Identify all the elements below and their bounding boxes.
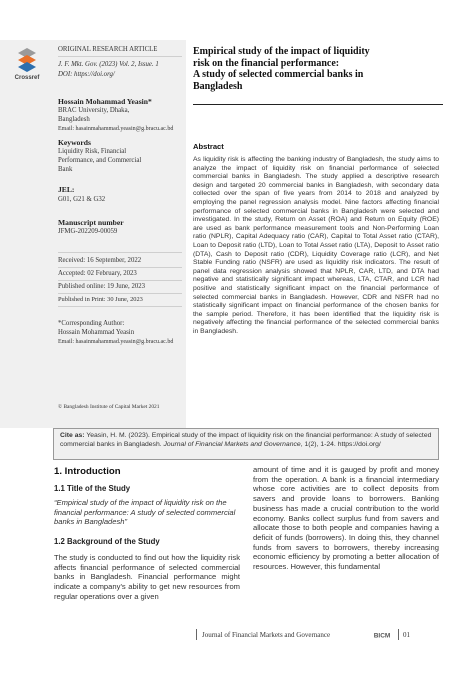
keywords-line: Performance, and Commercial xyxy=(58,157,142,164)
article-type: ORIGINAL RESEARCH ARTICLE xyxy=(58,46,158,53)
author-name: Hossain Mohammad Yeasin* xyxy=(58,97,152,106)
section-heading-introduction: 1. Introduction xyxy=(54,466,121,477)
published-print-date: Published in Print: 30 June, 2023 xyxy=(58,296,143,303)
citation-box xyxy=(53,428,439,460)
bicm-logo-icon xyxy=(369,630,395,640)
abstract-text: As liquidity risk is affecting the banking industry of Bangladesh, the study aims to analyze the impact of liquidity risk on financial performance of selected commercial banks in Bangladesh. The study applied a descriptive research design and targeted 20 commercial banks in Bangladesh, with secondary data collected over the span of five years from 2014 to 2018 and analyzed by employing the panel regression analysis model. Nine factors affecting financial performance of selected commercial banks in Bangladesh were selected and investigated. In the study, Return on Asset (ROA) and Return on Equity (ROE) are used as bank performance measurement tools and Non-Performing Loan ratio (NPLR), Capital Adequacy ratio (CAR), Capital to Total Asset ratio (CTAR), Loan to Deposit ratio (LTD), Loan to Total Asset ratio (LTA), Deposit to Asset ratio (DTA), Cash to Deposit ratio (CDR), Liquidity Coverage ratio (LCR), and Net Stable Funding ratio (NSFR) are used as liquidity risk indicators. The result of panel data regression analysis showed that NPLR, CAR, LTD, and DTA had negative and statistically significant impact whereas, LTA, CTAR, and LCR had positive and statistically significant impact on the financial performance of selected commercial banks in Bangladesh. However, CDR and NSFR had no statistically significant impact on financial performance of the chosen banks for the sample period. Therefore, it has been identified that the liquidity risk is negatively affecting the financial performance of the selected commercial banks in Bangladesh. xyxy=(193,156,439,335)
subsection-heading: 1.2 Background of the Study xyxy=(54,537,160,546)
page-number: 01 xyxy=(403,631,410,639)
body-paragraph-left: The study is conducted to find out how the liquidity risk affects financial performance of selected commercial banks in Bangladesh. Financial performance might indicate a company’s ability to get new resources from regular operations over a given xyxy=(54,553,240,601)
citation-tail[interactable]: , 1(2), 1-24. https://doi.org/ xyxy=(300,441,381,448)
author-email[interactable]: Email: hasainmahammad.yeasin@g.bracu.ac.bd xyxy=(58,126,174,132)
title-line: Empirical study of the impact of liquidity xyxy=(193,46,370,57)
keywords-line: Liquidity Risk, Financial xyxy=(58,148,127,155)
title-line: A study of selected commercial banks in xyxy=(193,69,364,80)
footer-divider xyxy=(398,629,399,640)
accepted-date: Accepted: 02 February, 2023 xyxy=(58,270,137,277)
title-line: Bangladesh xyxy=(193,80,243,92)
divider xyxy=(58,267,182,268)
journal-reference: J. F. Mkt. Gov. (2023) Vol. 2, Issue. 1 xyxy=(58,61,159,68)
body-paragraph-right: amount of time and it is gauged by profit and money from the operation. A bank is a financial intermediary whose core activities are to collect deposits from savers and provide loans to borrowers. Banking business has made a crucial contribution to the world economy. Banks collect surplus fund from savers and allocate those to both people and companies having a deficit of funds (borrowers). In doing this, they channel funds from savers to borrowers, thereby increasing economic efficiency by promoting a better allocation of resources. However, this fundamental xyxy=(253,465,439,572)
affiliation-line: BRAC University, Dhaka, xyxy=(58,107,130,114)
citation-journal: Journal of Financial Markets and Governance xyxy=(163,441,301,448)
article-title xyxy=(193,46,433,92)
keywords-line: Bank xyxy=(58,166,73,173)
published-online-date: Published online: 19 June, 2023 xyxy=(58,283,146,290)
divider xyxy=(58,293,182,294)
citation-text: Yeasin, H. M. (2023). Empirical study of the impact of liquidity risk on the financial performance: A study of selected commercial banks in Bangladesh. xyxy=(60,432,432,448)
study-title-quote: “Empirical study of the impact of liquidity risk on the financial performance: A study of selected commercial banks in Bangladesh” xyxy=(54,498,236,527)
divider xyxy=(58,252,182,253)
citation-label: Cite as: xyxy=(60,432,85,439)
bicm-logo-text: BICM xyxy=(373,632,391,640)
doi-link[interactable]: DOI: https://doi.org/ xyxy=(58,71,115,78)
divider xyxy=(58,306,182,307)
crossref-label: Crossref xyxy=(14,75,40,81)
corresponding-email[interactable]: Email: hasainmahammad.yeasin@g.bracu.ac.bd xyxy=(58,339,174,345)
keywords-heading: Keywords xyxy=(58,138,91,147)
jel-heading: JEL: xyxy=(58,185,75,194)
manuscript-number: JFMG-202209-00059 xyxy=(58,228,118,235)
manuscript-heading: Manuscript number xyxy=(58,218,124,227)
title-underline xyxy=(193,104,443,105)
corresponding-name: Hossain Mohammad Yeasin xyxy=(58,329,135,336)
jel-codes: G01, G21 & G32 xyxy=(58,196,106,203)
footer-journal-name: Journal of Financial Markets and Governance xyxy=(202,631,331,639)
divider xyxy=(58,56,182,57)
corresponding-label: *Corresponding Author: xyxy=(58,320,125,327)
divider xyxy=(58,280,182,281)
title-line: risk on the financial performance: xyxy=(193,57,340,69)
crossref-logo-icon[interactable] xyxy=(14,46,40,76)
received-date: Received: 16 September, 2022 xyxy=(58,257,142,264)
affiliation-line: Bangladesh xyxy=(58,116,90,123)
copyright-notice: © Bangladesh Institute of Capital Market 2021 xyxy=(58,404,160,410)
abstract-heading: Abstract xyxy=(193,142,224,151)
subsection-heading: 1.1 Title of the Study xyxy=(54,484,131,493)
footer-divider xyxy=(196,629,197,640)
